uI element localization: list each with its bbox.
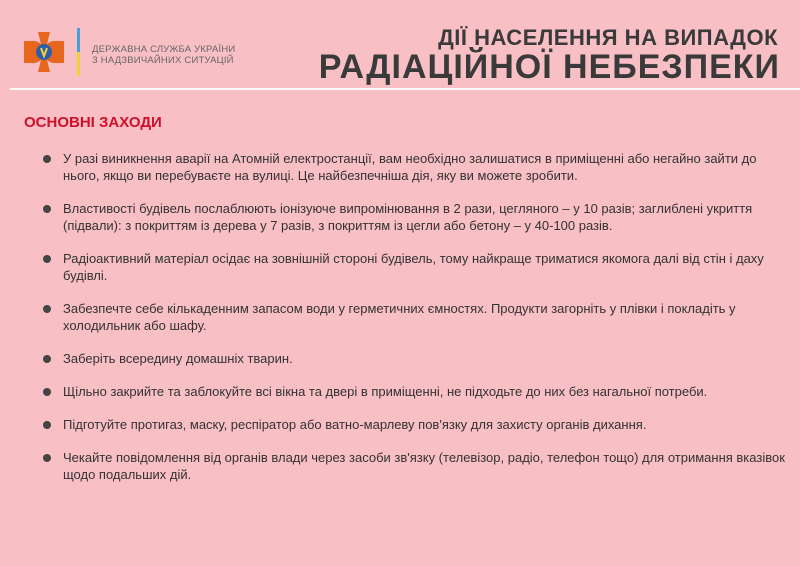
item-text: Щільно закрийте та заблокуйте всі вікна та двері в приміщенні, не підходьте до них без нагальної потреби. — [63, 384, 708, 399]
title-line-2: РАДІАЦІЙНОЇ НЕБЕЗПЕКИ — [318, 48, 780, 86]
flag-divider — [77, 28, 80, 76]
list-item — [40, 449, 790, 483]
item-text: Підготуйте протигаз, маску, респіратор або ватно-марлеву пов'язку для захисту органів дихання. — [63, 417, 647, 432]
organization-name — [92, 44, 235, 66]
list-item — [40, 300, 790, 334]
item-text: Радіоактивний матеріал осідає на зовнішній стороні будівель, тому найкраще триматися якомога далі від стін і даху будівлі. — [63, 251, 764, 283]
bullet-icon — [43, 454, 51, 462]
list-item — [40, 350, 790, 367]
item-text: Забезпечте себе кількаденним запасом води у герметичних ємностях. Продукти загорніть у плівки і покладіть у холодильник або шафу. — [63, 301, 736, 333]
item-text: У разі виникнення аварії на Атомній електростанції, вам необхідно залишатися в приміщенні або негайно зайти до нього, якщо ви перебуваєте на вулиці. Це найбезпечніша дія, яку ви можете зробити. — [63, 151, 757, 183]
item-text: Заберіть всередину домашніх тварин. — [63, 351, 293, 366]
section-title: ОСНОВНІ ЗАХОДИ — [24, 114, 162, 131]
bullet-icon — [43, 205, 51, 213]
item-text: Чекайте повідомлення від органів влади через засоби зв'язку (телевізор, радіо, телефон тощо) для отримання вказівок щодо подальших дій. — [63, 450, 785, 482]
bullet-icon — [43, 355, 51, 363]
title-line-1: ДІЇ НАСЕЛЕННЯ НА ВИПАДОК — [438, 25, 778, 50]
list-item — [40, 200, 790, 234]
list-item — [40, 150, 790, 184]
list-item — [40, 250, 790, 284]
measures-list — [40, 150, 790, 499]
list-item — [40, 383, 790, 400]
bullet-icon — [43, 255, 51, 263]
dsns-emblem-icon — [24, 32, 64, 72]
item-text: Властивості будівель послаблюють іонізуюче випромінювання в 2 рази, цегляного – у 10 разів; заглиблені укриття (підвали): з покриттям із дерева у 7 разів, з покриттям із цегли або бетону – у 40-100 разів. — [63, 201, 753, 233]
org-line-1: ДЕРЖАВНА СЛУЖБА УКРАЇНИ — [92, 44, 236, 55]
bullet-icon — [43, 305, 51, 313]
bullet-icon — [43, 155, 51, 163]
bullet-icon — [43, 421, 51, 429]
bullet-icon — [43, 388, 51, 396]
list-item — [40, 416, 790, 433]
org-line-2: З НАДЗВИЧАЙНИХ СИТУАЦІЙ — [92, 55, 234, 66]
header-divider — [10, 88, 800, 90]
